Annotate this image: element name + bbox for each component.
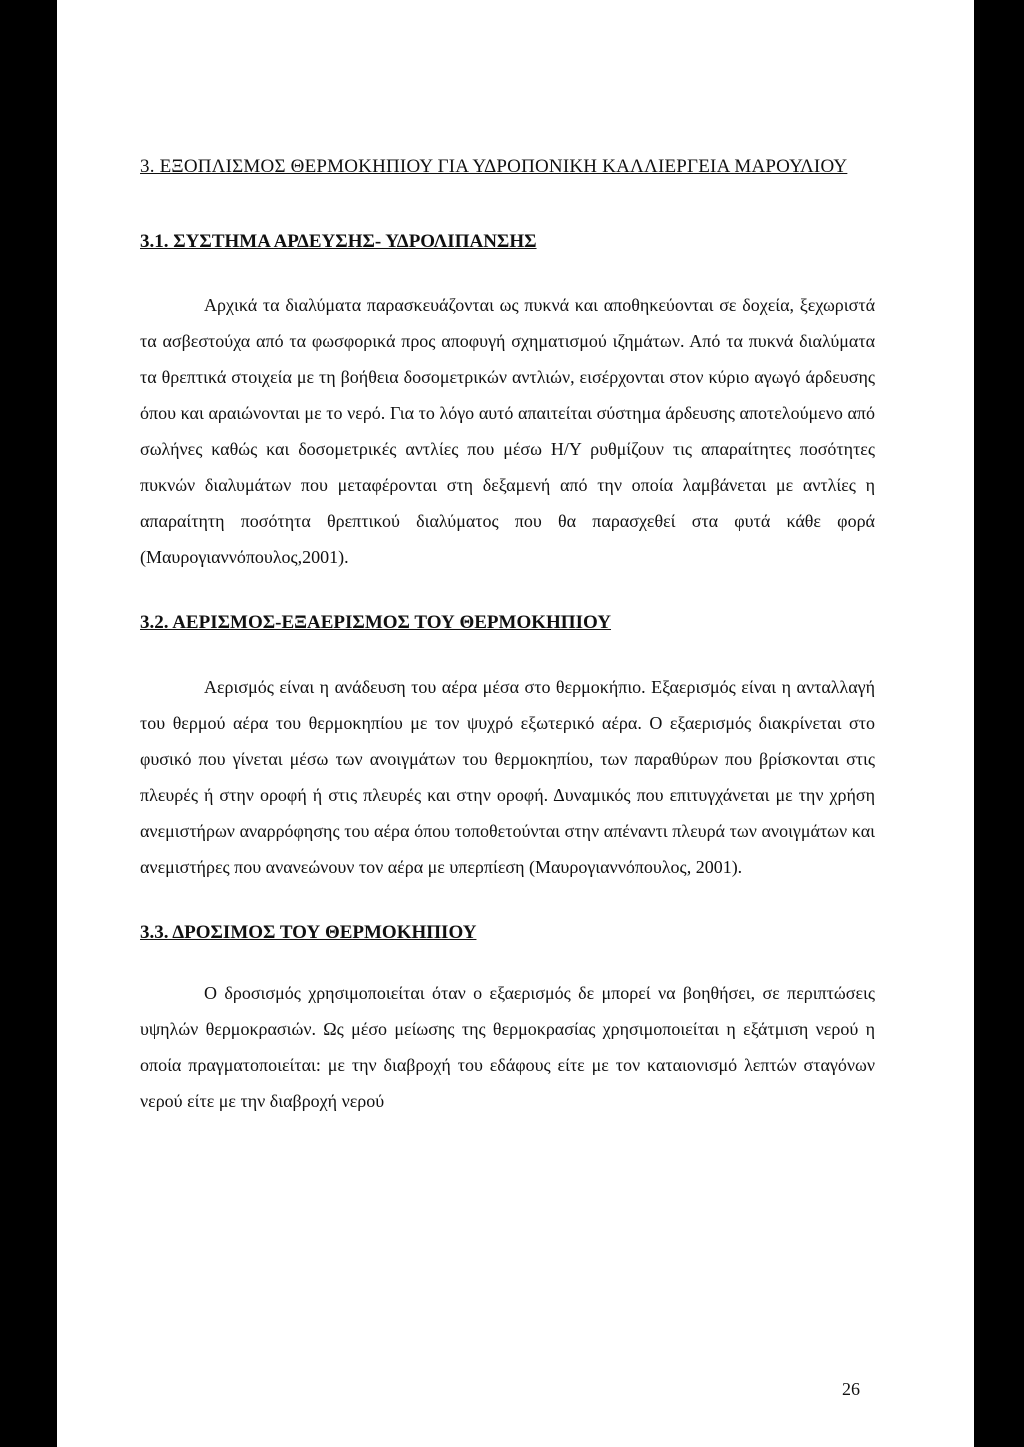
section-paragraph-irrigation: Αρχικά τα διαλύματα παρασκευάζονται ως πυκνά και αποθηκεύονται σε δοχεία, ξεχωριστά τα ασβεστούχα από τα φωσφορικά προς αποφυγή σχηματισμού ιζημάτων. Από τα πυκνά διαλύματα τα θρεπτικά στοιχεία με τη βοήθεια δοσομετρικών αντλιών, εισέρχονται στον κύριο αγωγό άρδευσης όπου και αραιώνονται με το νερό. Για το λόγο αυτό απαιτείται σύστημα άρδευσης αποτελούμενο από σωλήνες καθώς και δοσομετρικές αντλίες που μέσω Η/Υ ρυθμίζουν τις απαραίτητες ποσότητες πυκνών διαλυμάτων που μεταφέρονται στη δεξαμενή από την οποία λαμβάνεται με αντλίες η απαραίτητη ποσότητα θρεπτικού διαλύματος που θα παρασχεθεί στα φυτά κάθε φορά (Μαυρογιαννόπουλος,2001).: [140, 295, 875, 567]
chapter-title: 3. ΕΞΟΠΛΙΣΜΟΣ ΘΕΡΜΟΚΗΠΙΟΥ ΓΙΑ ΥΔΡΟΠΟΝΙΚΗ ΚΑΛΛΙΕΡΓΕΙΑ ΜΑΡΟΥΛΙΟΥ: [140, 156, 848, 177]
section-paragraph-ventilation: Αερισμός είναι η ανάδευση του αέρα μέσα στο θερμοκήπιο. Εξαερισμός είναι η ανταλλαγή του θερμού αέρα του θερμοκηπίου με τον ψυχρό εξωτερικό αέρα. Ο εξαερισμός διακρίνεται στο φυσικό που γίνεται μέσω των ανοιγμάτων του θερμοκηπίου, των παραθύρων που βρίσκονται στις πλευρές ή στην οροφή ή στις πλευρές και στην οροφή. Δυναμικός που επιτυγχάνεται με την χρήση ανεμιστήρων αναρρόφησης του αέρα όπου τοποθετούνται στην απέναντι πλευρά των ανοιγμάτων και ανεμιστήρες που ανανεώνουν τον αέρα με υπερπίεση (Μαυρογιαννόπουλος, 2001).: [140, 677, 875, 877]
section-title-cooling: 3.3. ΔΡΟΣΙΜΟΣ ΤΟΥ ΘΕΡΜΟΚΗΠΙΟΥ: [140, 922, 477, 943]
section-title-irrigation: 3.1. ΣΥΣΤΗΜΑ ΑΡΔΕΥΣΗΣ- ΥΔΡΟΛΙΠΑΝΣΗΣ: [140, 231, 537, 252]
section-title-ventilation: 3.2. ΑΕΡΙΣΜΟΣ-ΕΞΑΕΡΙΣΜΟΣ ΤΟΥ ΘΕΡΜΟΚΗΠΙΟΥ: [140, 612, 611, 633]
section-paragraph-cooling: Ο δροσισμός χρησιμοποιείται όταν ο εξαερισμός δε μπορεί να βοηθήσει, σε περιπτώσεις υψηλών θερμοκρασιών. Ως μέσο μείωσης της θερμοκρασίας χρησιμοποιείται η εξάτμιση νερού η οποία πραγματοποιείται: με την διαβροχή του εδάφους είτε με τον καταιονισμό λεπτών σταγόνων νερού είτε με την διαβροχή νερού: [140, 983, 875, 1111]
page-content: [140, 150, 875, 1119]
page-number: 26: [842, 1379, 860, 1399]
document-page: [57, 0, 974, 1447]
